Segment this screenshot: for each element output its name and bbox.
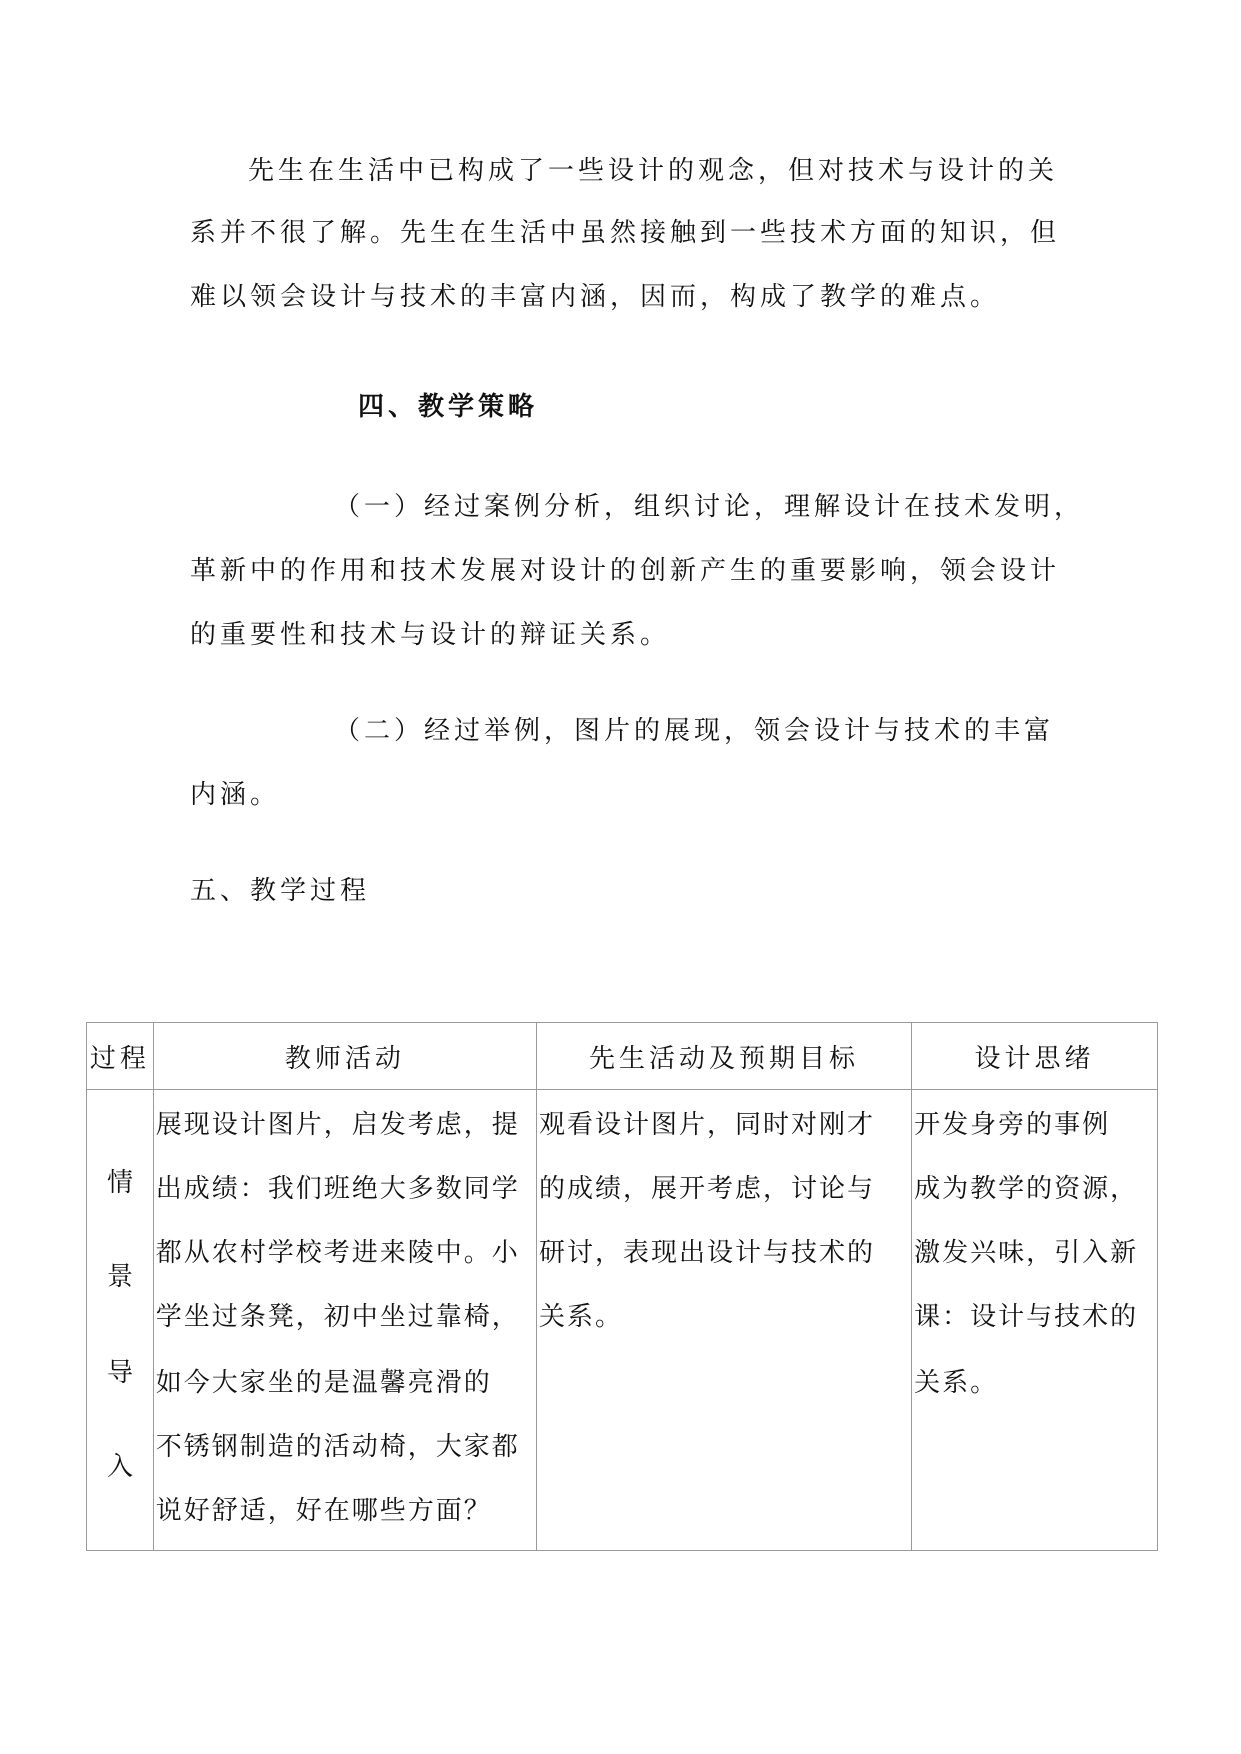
intro-line-1: 先生在生活中已构成了一些设计的观念，但对技术与设计的关 — [248, 156, 1059, 186]
teacher-line: 出成绩：我们班绝大多数同学 — [155, 1174, 520, 1204]
student-line: 观看设计图片，同时对刚才 — [538, 1110, 875, 1140]
design-thinking-cell — [912, 1090, 1158, 1551]
table-header-row — [87, 1023, 1158, 1090]
teacher-line: 学坐过条凳，初中坐过靠椅， — [155, 1302, 520, 1332]
design-line: 激发兴味，引入新 — [914, 1238, 1139, 1268]
strategy-1-line-1: （一）经过案例分析，组织讨论，理解设计在技术发明， — [334, 492, 1085, 522]
section-4-heading: 四、教学策略 — [358, 392, 539, 422]
header-design-thinking: 设计思绪 — [912, 1023, 1158, 1090]
design-line: 关系。 — [914, 1368, 999, 1398]
teacher-line: 说好舒适，好在哪些方面？ — [155, 1496, 492, 1526]
intro-line-3: 难以领会设计与技术的丰富内涵，因而，构成了教学的难点。 — [190, 282, 1001, 312]
process-char: 情 — [106, 1168, 133, 1198]
section-5-heading: 五、教学过程 — [190, 876, 371, 906]
header-student-activity: 先生活动及预期目标 — [536, 1023, 911, 1090]
design-line: 课：设计与技术的 — [914, 1302, 1139, 1332]
strategy-2-line-1: （二）经过举例，图片的展现，领会设计与技术的丰富 — [334, 716, 1055, 746]
process-char: 景 — [106, 1262, 133, 1292]
teacher-line: 如今大家坐的是温馨亮滑的 — [155, 1368, 492, 1398]
process-cell — [87, 1090, 154, 1551]
intro-line-2: 系并不很了解。先生在生活中虽然接触到一些技术方面的知识，但 — [190, 218, 1061, 248]
teaching-process-table — [86, 1022, 1158, 1551]
teacher-line: 展现设计图片，启发考虑，提 — [155, 1110, 520, 1140]
teacher-line: 都从农村学校考进来陵中。小 — [155, 1238, 520, 1268]
design-line: 开发身旁的事例 — [914, 1110, 1111, 1140]
student-line: 研讨，表现出设计与技术的 — [538, 1238, 875, 1268]
teacher-line: 不锈钢制造的活动椅，大家都 — [155, 1432, 520, 1462]
teacher-activity-cell — [153, 1090, 536, 1551]
strategy-1-line-3: 的重要性和技术与设计的辩证关系。 — [190, 620, 671, 650]
process-char: 导 — [106, 1358, 133, 1388]
header-teacher-activity: 教师活动 — [153, 1023, 536, 1090]
strategy-1-line-2: 革新中的作用和技术发展对设计的创新产生的重要影响，领会设计 — [190, 556, 1061, 586]
student-line: 关系。 — [538, 1302, 623, 1332]
design-line: 成为教学的资源， — [914, 1174, 1139, 1204]
student-line: 的成绩，展开考虑，讨论与 — [538, 1174, 875, 1204]
strategy-2-line-2: 内涵。 — [190, 780, 281, 810]
header-process: 过程 — [87, 1023, 154, 1090]
student-activity-cell — [536, 1090, 911, 1551]
process-char: 入 — [106, 1452, 133, 1482]
table-row — [87, 1090, 1158, 1551]
